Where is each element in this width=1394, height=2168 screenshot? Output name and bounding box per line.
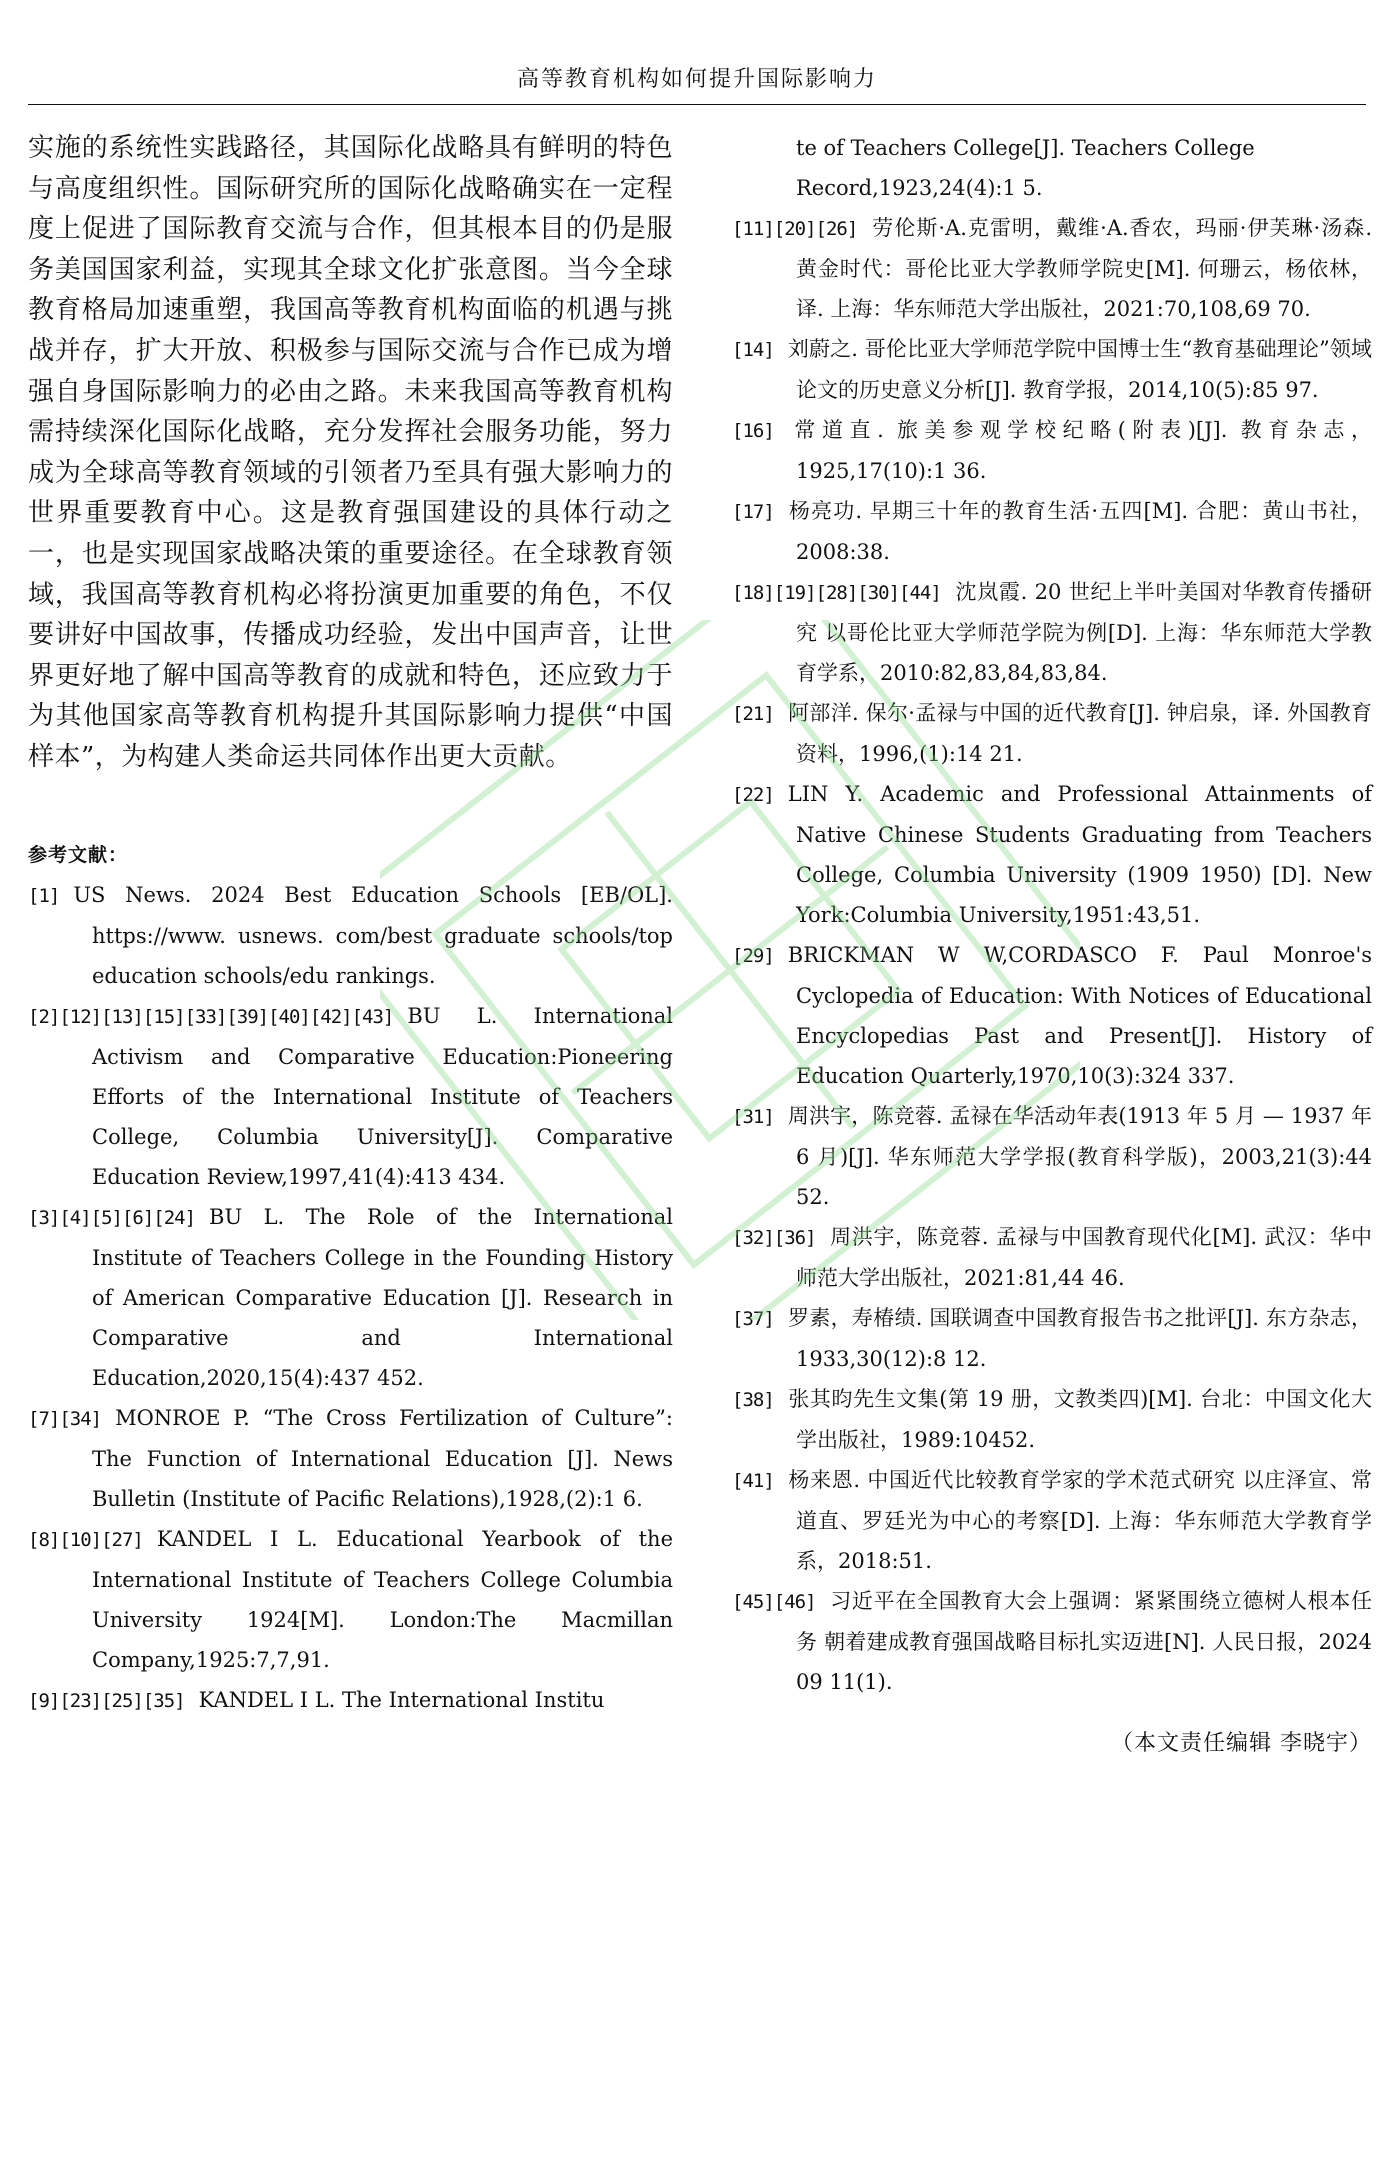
reference-number: [16] (732, 420, 774, 442)
editor-note: （本文责任编辑 李晓宇） (1111, 1731, 1372, 1756)
header-rule (28, 104, 1366, 105)
reference-item (732, 1217, 1372, 1298)
reference-number: [3][4][5][6][24] (28, 1206, 196, 1229)
reference-number: [14] (732, 339, 774, 361)
reference-item (732, 1460, 1372, 1581)
reference-text: US News. 2024 Best Education Schools [EB/OL]. https://www. usnews. com/best graduate schools/top education schools/edu rankings. (73, 882, 673, 988)
reference-number: [18][19][28][30][44] (732, 582, 941, 604)
references-heading: 参考文献： (28, 843, 129, 866)
reference-item (28, 1197, 673, 1398)
reference-number: [2][12][13][15][33][39][40][42][43] (28, 1005, 394, 1028)
reference-number: [8][10][27] (28, 1528, 143, 1551)
reference-text: BU L. The Role of the International Institute of Teachers College in the Founding History of American Comparative Education [J]. Research in Comparative and International Education,2020,15(4):437 452. (92, 1204, 673, 1390)
reference-item (732, 410, 1372, 491)
reference-text: 张其昀先生文集(第 19 册，文教类四)[M]. 台北：中国文化大学出版社，1989:10452. (787, 1387, 1372, 1452)
reference-item (732, 208, 1372, 329)
reference-item (732, 693, 1372, 774)
reference-item (28, 1680, 673, 1721)
right-column (732, 128, 1372, 1757)
reference-text: 沈岚霞. 20 世纪上半叶美国对华教育传播研究 以哥伦比亚大学师范学院为例[D]. 上海：华东师范大学教育学系，2010:82,83,84,83,84. (796, 580, 1372, 685)
reference-item (732, 1096, 1372, 1217)
reference-number: [9][23][25][35] (28, 1689, 185, 1712)
running-title: 高等教育机构如何提升国际影响力 (516, 67, 877, 92)
reference-number: [22] (732, 784, 774, 806)
reference-text: 周洪宇，陈竞蓉. 孟禄与中国教育现代化[M]. 武汉：华中师范大学出版社，2021:81,44 46. (796, 1225, 1372, 1290)
reference-number: [11][20][26] (732, 218, 858, 240)
reference-text: KANDEL I L. Educational Yearbook of the International Institute of Teachers College Columbia University 1924[M]. London:The Macmillan Company,1925:7,7,91. (92, 1526, 673, 1672)
reference-text: 劳伦斯·A.克雷明，戴维·A.香农，玛丽·伊芙琳·汤森. 黄金时代：哥伦比亚大学教师学院史[M]. 何珊云，杨依林，译. 上海：华东师范大学出版社，2021:70,108,69 70. (796, 216, 1372, 321)
reference-text: KANDEL I L. The International Institu (198, 1687, 605, 1712)
references-list-left (28, 875, 673, 1721)
reference-number: [29] (732, 945, 774, 967)
left-column (28, 128, 673, 1721)
reference-item (732, 329, 1372, 410)
reference-number: [21] (732, 703, 774, 725)
reference-item (28, 875, 673, 996)
reference-text: 习近平在全国教育大会上强调：紧紧围绕立德树人根本任务 朝着建成教育强国战略目标扎实迈进[N]. 人民日报，2024 09 11(1). (796, 1589, 1372, 1694)
reference-item (28, 996, 673, 1197)
reference-item (732, 572, 1372, 693)
reference-text: BRICKMAN W W,CORDASCO F. Paul Monroe's Cyclopedia of Education: With Notices of Educational Encyclopedias Past and Present[J]. History of Education Quarterly,1970,10(3):324 337. (787, 943, 1372, 1088)
reference-text: 周洪宇，陈竞蓉. 孟禄在华活动年表(1913 年 5 月 — 1937 年 6 月)[J]. 华东师范大学学报(教育科学版)，2003,21(3):44 52. (787, 1104, 1372, 1209)
reference-number: [45][46] (732, 1591, 816, 1613)
reference-item (732, 491, 1372, 572)
reference-number: [7][34] (28, 1407, 102, 1430)
reference-item (28, 1519, 673, 1680)
reference-text: 刘蔚之. 哥伦比亚大学师范学院中国博士生“教育基础理论”领域论文的历史意义分析[J]. 教育学报，2014,10(5):85 97. (787, 337, 1372, 402)
reference-text: LIN Y. Academic and Professional Attainments of Native Chinese Students Graduating from Teachers College, Columbia University (1909 1950) [D]. New York:Columbia University,1951:43,51. (787, 782, 1372, 927)
reference-item (732, 1298, 1372, 1379)
reference-number: [17] (732, 501, 774, 523)
reference-item (732, 774, 1372, 935)
reference-item (732, 1581, 1372, 1702)
reference-item (732, 1379, 1372, 1460)
reference-number: [38] (732, 1389, 774, 1411)
reference-text: 常道直. 旅美参观学校纪略(附表)[J]. 教育杂志，1925,17(10):1 36. (787, 418, 1372, 483)
reference-item (732, 935, 1372, 1096)
reference-text: 杨亮功. 早期三十年的教育生活·五四[M]. 合肥：黄山书社，2008:38. (787, 499, 1372, 564)
reference-number: [32][36] (732, 1227, 816, 1249)
references-list-right (732, 208, 1372, 1702)
reference-number: [41] (732, 1470, 774, 1492)
reference-text: MONROE P. “The Cross Fertilization of Culture”: The Function of International Education [J]. News Bulletin (Institute of Pacific Relations),1928,(2):1 6. (92, 1405, 673, 1511)
reference-text: 罗素，寿椿绩. 国联调查中国教育报告书之批评[J]. 东方杂志，1933,30(12):8 12. (787, 1306, 1372, 1371)
reference-item (28, 1398, 673, 1519)
reference-number: [31] (732, 1106, 774, 1128)
reference-number: [37] (732, 1308, 774, 1330)
reference-number: [1] (28, 884, 60, 907)
conclusion-paragraph: 实施的系统性实践路径，其国际化战略具有鲜明的特色与高度组织性。国际研究所的国际化战略确实在一定程度上促进了国际教育交流与合作，但其根本目的仍是服务美国国家利益，实现其全球文化扩张意图。当今全球教育格局加速重塑，我国高等教育机构面临的机遇与挑战并存，扩大开放、积极参与国际交流与合作已成为增强自身国际影响力的必由之路。未来我国高等教育机构需持续深化国际化战略，充分发挥社会服务功能，努力成为全球高等教育领域的引领者乃至具有强大影响力的世界重要教育中心。这是教育强国建设的具体行动之一，也是实现国家战略决策的重要途径。在全球教育领域，我国高等教育机构必将扮演更加重要的角色，不仅要讲好中国故事，传播成功经验，发出中国声音，让世界更好地了解中国高等教育的成就和特色，还应致力于为其他国家高等教育机构提升其国际影响力提供“中国样本”，为构建人类命运共同体作出更大贡献。 (28, 133, 673, 772)
reference-text: 阿部洋. 保尔·孟禄与中国的近代教育[J]. 钟启泉，译. 外国教育资料，1996,(1):14 21. (787, 701, 1372, 766)
reference-continuation: te of Teachers College[J]. Teachers College Record,1923,24(4):1 5. (796, 136, 1255, 200)
reference-text: BU L. International Activism and Comparative Education:Pioneering Efforts of the International Institute of Teachers College, Columbia University[J]. Comparative Education Review,1997,41(4):413 434. (92, 1003, 673, 1189)
reference-text: 杨来恩. 中国近代比较教育学家的学术范式研究 以庄泽宣、常道直、罗廷光为中心的考察[D]. 上海：华东师范大学教育学系，2018:51. (787, 1468, 1372, 1573)
